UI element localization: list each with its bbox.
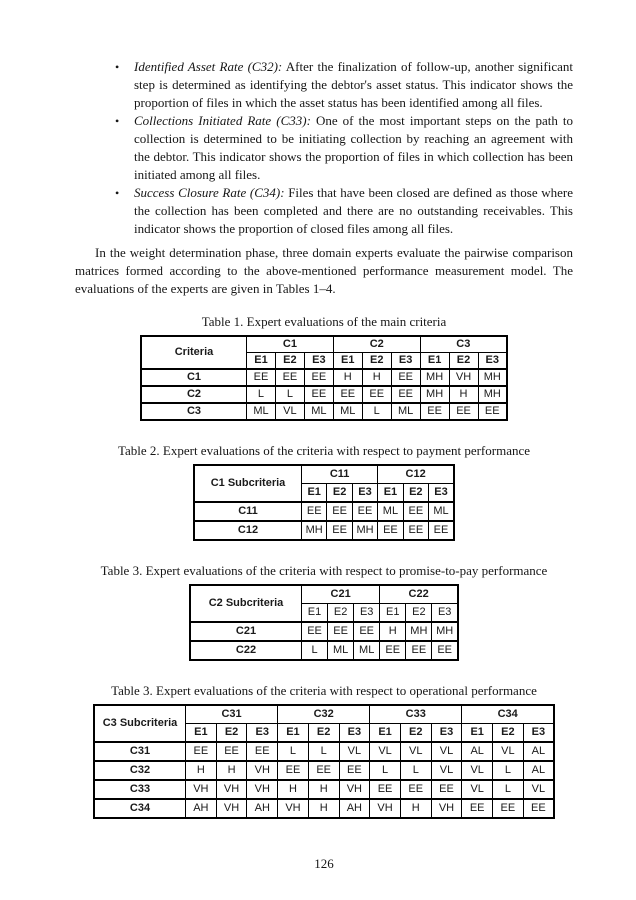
rating-cell: VL [493, 742, 524, 761]
expert-header: E1 [302, 604, 328, 623]
rating-cell: EE [352, 502, 377, 521]
table-payment-performance [193, 464, 455, 541]
rating-cell: EE [403, 502, 428, 521]
rating-cell: EE [400, 780, 431, 799]
rating-cell: ML [354, 641, 380, 660]
rating-cell: H [362, 369, 391, 386]
criterion-group-header: C22 [380, 585, 458, 604]
expert-header: E1 [247, 353, 276, 370]
bullet-item-identified-asset-rate [115, 58, 573, 112]
rating-cell: H [449, 386, 478, 403]
table-row [94, 742, 554, 761]
rating-cell: EE [247, 742, 278, 761]
rating-cell: EE [247, 369, 276, 386]
bullet-body: After the finalization of follow-up, another significant step is determined as identifying the debtor's asset status. This indicator shows the proportion of files in which the asset status has been identified among all files. [134, 59, 573, 110]
rating-cell: MH [352, 521, 377, 540]
bullet-lead: Success Closure Rate (C34): [134, 185, 285, 200]
expert-header: E1 [186, 724, 217, 743]
rating-cell: L [308, 742, 339, 761]
rating-cell: AL [523, 761, 554, 780]
rating-cell: EE [304, 386, 333, 403]
rating-cell: H [308, 780, 339, 799]
rating-cell: L [278, 742, 309, 761]
rating-cell: VH [247, 761, 278, 780]
criterion-group-header: C33 [370, 705, 462, 724]
rating-cell: VL [339, 742, 370, 761]
rating-cell: ML [391, 403, 420, 420]
rating-cell: EE [432, 641, 458, 660]
rating-cell: VL [275, 403, 304, 420]
rating-cell: MH [420, 369, 449, 386]
expert-header: E3 [478, 353, 507, 370]
rating-cell: AL [523, 742, 554, 761]
table-3-caption: Table 3. Expert evaluations of the criteria with respect to promise-to-pay performance [100, 563, 548, 578]
criterion-group-header: C11 [302, 465, 378, 484]
rating-cell: VH [431, 799, 462, 818]
criterion-group-header: C1 [247, 336, 334, 353]
rating-cell: EE [462, 799, 493, 818]
table-operational-performance [93, 704, 555, 819]
rating-cell: H [400, 799, 431, 818]
expert-header: E2 [493, 724, 524, 743]
rating-cell: MH [432, 622, 458, 641]
rating-cell: EE [354, 622, 380, 641]
expert-header: E2 [308, 724, 339, 743]
expert-header: E3 [432, 604, 458, 623]
rating-cell: EE [339, 761, 370, 780]
row-label: C3 [141, 403, 247, 420]
table-row [141, 403, 507, 420]
rating-cell: EE [406, 641, 432, 660]
row-label: C34 [94, 799, 186, 818]
table-4-caption: Table 3. Expert evaluations of the criteria with respect to operational performance [111, 683, 537, 698]
rating-cell: VL [431, 761, 462, 780]
expert-header: E1 [302, 484, 327, 503]
expert-header: E3 [354, 604, 380, 623]
criterion-group-header: C12 [378, 465, 454, 484]
expert-header: E1 [462, 724, 493, 743]
rating-cell: AL [462, 742, 493, 761]
bullet-lead: Collections Initiated Rate (C33): [134, 113, 311, 128]
rating-cell: EE [391, 386, 420, 403]
bullet-icon: • [115, 60, 120, 74]
rating-cell: EE [420, 403, 449, 420]
table-main-criteria [140, 335, 508, 421]
expert-header: E1 [380, 604, 406, 623]
rating-cell: L [247, 386, 276, 403]
expert-header: E3 [523, 724, 554, 743]
body-paragraph: In the weight determination phase, three domain experts evaluate the pairwise comparison matrices formed according to the above-mentioned performance measurement model. The evaluations of the experts are given in Tables 1–4. [75, 245, 573, 296]
table-row [194, 521, 454, 540]
expert-header: E3 [429, 484, 454, 503]
expert-header: E1 [333, 353, 362, 370]
criterion-group-header: C34 [462, 705, 554, 724]
rating-cell: EE [278, 761, 309, 780]
bullet-icon: • [115, 186, 120, 200]
rating-cell: EE [370, 780, 401, 799]
rating-cell: AH [339, 799, 370, 818]
expert-header: E3 [247, 724, 278, 743]
rating-cell: AH [247, 799, 278, 818]
bullet-lead: Identified Asset Rate (C32): [134, 59, 283, 74]
rating-cell: H [216, 761, 247, 780]
criterion-group-header: C31 [186, 705, 278, 724]
table-2-caption: Table 2. Expert evaluations of the criteria with respect to payment performance [117, 443, 531, 458]
expert-header: E2 [327, 484, 352, 503]
expert-header: E2 [449, 353, 478, 370]
table-corner-label: C3 Subcriteria [94, 705, 186, 742]
row-label: C11 [194, 502, 302, 521]
table-row [94, 799, 554, 818]
bullet-item-collections-initiated-rate [115, 112, 573, 184]
rating-cell: ML [378, 502, 403, 521]
rating-cell: L [370, 761, 401, 780]
criterion-group-header: C21 [302, 585, 380, 604]
rating-cell: EE [327, 521, 352, 540]
row-label: C32 [94, 761, 186, 780]
rating-cell: VL [462, 780, 493, 799]
criterion-group-header: C3 [420, 336, 507, 353]
rating-cell: EE [186, 742, 217, 761]
expert-header: E3 [391, 353, 420, 370]
bullet-text [134, 58, 573, 112]
expert-header: E1 [370, 724, 401, 743]
expert-header: E2 [275, 353, 304, 370]
table-row [141, 369, 507, 386]
rating-cell: AH [186, 799, 217, 818]
row-label: C1 [141, 369, 247, 386]
expert-header: E3 [352, 484, 377, 503]
expert-header: E2 [362, 353, 391, 370]
rating-cell: VH [278, 799, 309, 818]
rating-cell: L [302, 641, 328, 660]
rating-cell: EE [523, 799, 554, 818]
rating-cell: VH [449, 369, 478, 386]
rating-cell: EE [304, 369, 333, 386]
table-row [94, 761, 554, 780]
rating-cell: MH [406, 622, 432, 641]
table-3-section [75, 562, 573, 661]
expert-header: E1 [420, 353, 449, 370]
rating-cell: EE [302, 502, 327, 521]
rating-cell: VH [339, 780, 370, 799]
rating-cell: EE [391, 369, 420, 386]
table-1-caption: Table 1. Expert evaluations of the main criteria [201, 314, 447, 329]
table-4-section [75, 682, 573, 819]
rating-cell: VH [216, 799, 247, 818]
table-row [190, 622, 458, 641]
rating-cell: MH [420, 386, 449, 403]
expert-header: E3 [431, 724, 462, 743]
expert-header: E1 [378, 484, 403, 503]
bullet-body: One of the most important steps on the path to collection is determined to be initiating collection by reaching an agreement with the debtor. This indicator shows the proportion of files in which collection has been initiated among all files. [134, 113, 574, 182]
bullet-item-success-closure-rate [115, 184, 573, 238]
rating-cell: L [362, 403, 391, 420]
rating-cell: VH [216, 780, 247, 799]
rating-cell: H [380, 622, 406, 641]
rating-cell: ML [333, 403, 362, 420]
rating-cell: VL [462, 761, 493, 780]
rating-cell: EE [216, 742, 247, 761]
rating-cell: EE [431, 780, 462, 799]
rating-cell: ML [247, 403, 276, 420]
rating-cell: VL [400, 742, 431, 761]
rating-cell: VH [186, 780, 217, 799]
bullet-list [115, 58, 573, 238]
rating-cell: ML [304, 403, 333, 420]
rating-cell: EE [493, 799, 524, 818]
rating-cell: H [186, 761, 217, 780]
rating-cell: H [308, 799, 339, 818]
table-2-section [75, 442, 573, 541]
criterion-group-header: C32 [278, 705, 370, 724]
rating-cell: EE [302, 622, 328, 641]
table-corner-label: C1 Subcriteria [194, 465, 302, 502]
rating-cell: L [493, 780, 524, 799]
rating-cell: EE [333, 386, 362, 403]
rating-cell: ML [429, 502, 454, 521]
rating-cell: EE [275, 369, 304, 386]
rating-cell: VL [370, 742, 401, 761]
rating-cell: EE [328, 622, 354, 641]
table-corner-label: Criteria [141, 336, 247, 369]
rating-cell: EE [308, 761, 339, 780]
table-row [190, 641, 458, 660]
bullet-body: Files that have been closed are defined as those where the collection has been completed and there are no outstanding receivables. This indicator shows the proportion of closed files among all files. [134, 185, 573, 236]
bullet-icon: • [115, 114, 120, 128]
table-row [194, 502, 454, 521]
criterion-group-header: C2 [333, 336, 420, 353]
row-label: C31 [94, 742, 186, 761]
row-label: C21 [190, 622, 302, 641]
rating-cell: EE [362, 386, 391, 403]
rating-cell: VL [523, 780, 554, 799]
rating-cell: EE [478, 403, 507, 420]
row-label: C12 [194, 521, 302, 540]
expert-header: E2 [328, 604, 354, 623]
expert-header: E2 [216, 724, 247, 743]
expert-header: E2 [400, 724, 431, 743]
expert-header: E1 [278, 724, 309, 743]
expert-header: E3 [304, 353, 333, 370]
expert-header: E2 [406, 604, 432, 623]
table-1-section [75, 313, 573, 421]
rating-cell: EE [403, 521, 428, 540]
table-row [141, 386, 507, 403]
row-label: C33 [94, 780, 186, 799]
rating-cell: EE [378, 521, 403, 540]
rating-cell: L [275, 386, 304, 403]
rating-cell: EE [380, 641, 406, 660]
rating-cell: L [493, 761, 524, 780]
rating-cell: L [400, 761, 431, 780]
rating-cell: VH [370, 799, 401, 818]
rating-cell: MH [478, 386, 507, 403]
rating-cell: EE [327, 502, 352, 521]
bullet-text [134, 184, 573, 238]
bullet-text [134, 112, 573, 184]
rating-cell: ML [328, 641, 354, 660]
rating-cell: MH [478, 369, 507, 386]
table-promise-to-pay-performance [189, 584, 459, 661]
expert-header: E3 [339, 724, 370, 743]
rating-cell: EE [449, 403, 478, 420]
page-number: 126 [314, 856, 334, 871]
rating-cell: VH [247, 780, 278, 799]
row-label: C2 [141, 386, 247, 403]
table-row [94, 780, 554, 799]
table-corner-label: C2 Subcriteria [190, 585, 302, 622]
rating-cell: EE [429, 521, 454, 540]
rating-cell: MH [302, 521, 327, 540]
row-label: C22 [190, 641, 302, 660]
rating-cell: H [278, 780, 309, 799]
rating-cell: VL [431, 742, 462, 761]
expert-header: E2 [403, 484, 428, 503]
rating-cell: H [333, 369, 362, 386]
